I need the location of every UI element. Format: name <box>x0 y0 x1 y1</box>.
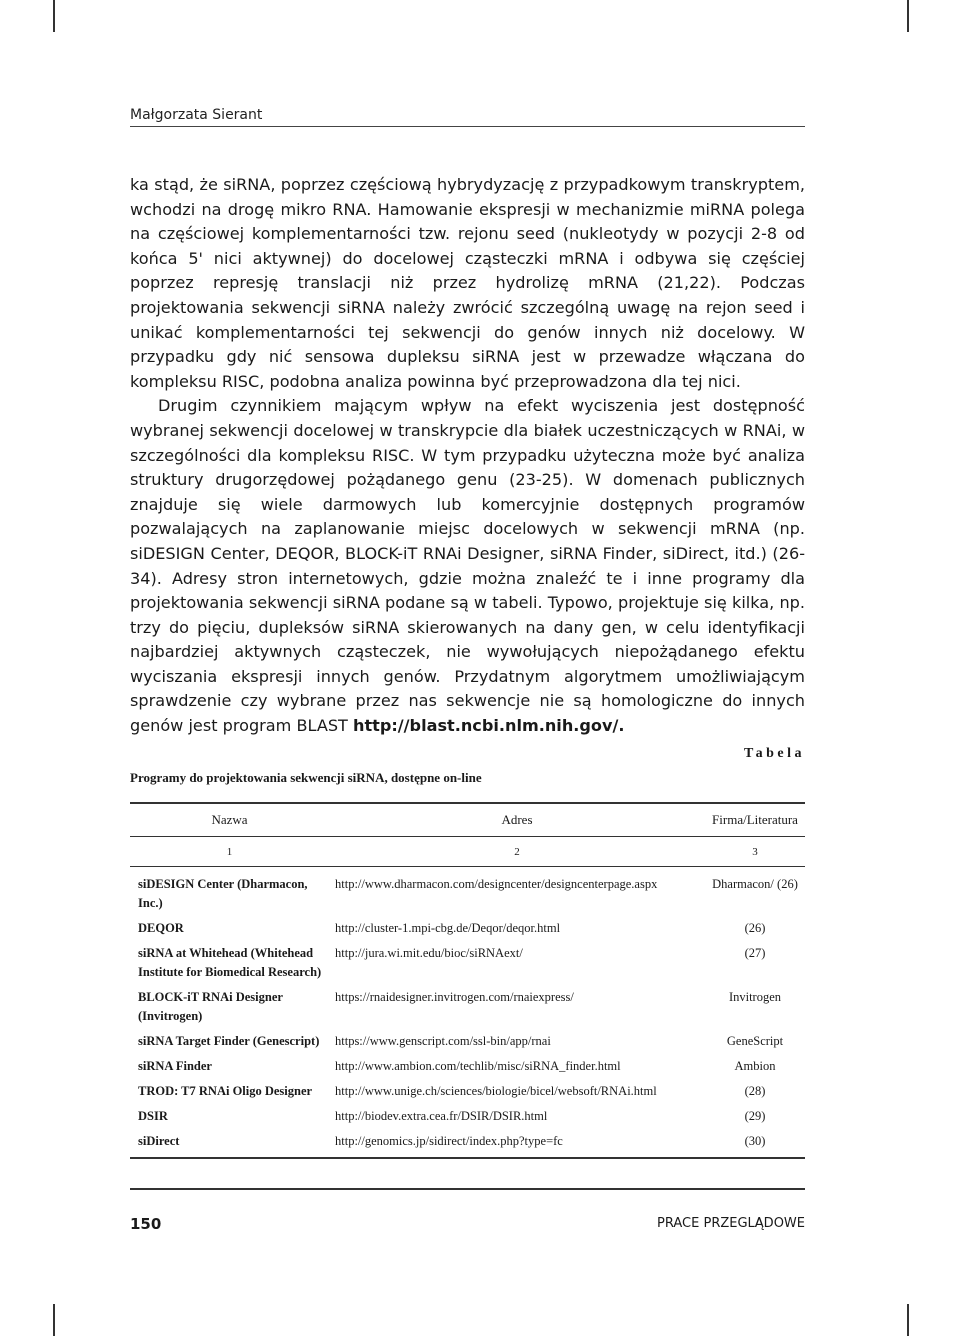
table-row <box>130 1128 805 1158</box>
program-name: siRNA Target Finder (Genescript) <box>138 1034 320 1048</box>
program-firm: (30) <box>705 1128 805 1158</box>
header-firma: Firma/Literatura <box>705 803 805 837</box>
table-label: Tabela <box>744 746 805 761</box>
table-row <box>130 867 805 916</box>
program-firm: Dharmacon/ (26) <box>712 877 798 891</box>
paragraph-2 <box>130 394 805 738</box>
program-address[interactable]: http://biodev.extra.cea.fr/DSIR/DSIR.html <box>335 1109 548 1123</box>
running-header-author: Małgorzata Sierant <box>130 107 263 123</box>
program-address[interactable]: http://www.dharmacon.com/designcenter/designcenterpage.aspx <box>335 877 658 891</box>
table-row <box>130 915 805 940</box>
col-number: 3 <box>705 837 805 867</box>
program-address[interactable]: http://genomics.jp/sidirect/index.php?type=fc <box>329 1128 705 1158</box>
section-title: PRACE PRZEGLĄDOWE <box>657 1216 805 1231</box>
body-text <box>130 173 805 739</box>
page-number: 150 <box>130 1215 162 1233</box>
program-name: siRNA Finder <box>138 1059 212 1073</box>
paragraph-2-text: Drugim czynnikiem mającym wpływ na efekt wyciszenia jest dostępność wybranej sekwencji docelowej w transkrypcie dla białek uczestniczących w RNAi, w szczególności dla kompleksu RISC. W tym przypadku użyteczna może być analiza struktury drugorzędowej pożądanego genu (23-25). W domenach publicznych znajduje się wiele darmowych lub komercyjnie dostępnych programów pozwalających na zaplanowanie miejsc docelowych w sekwencji mRNA (np. siDESIGN Center, DEQOR, BLOCK-iT RNAi Designer, siRNA Finder, siDirect, itd.) (26-34). Adresy stron internetowych, gdzie można znaleźć te i inne programy dla projektowania sekwencji siRNA podane są w tabeli. Typowo, projektuje się kilka, np. trzy do pięciu, dupleksów siRNA skierowanych na dany gen, w celu identyfikacji najbardziej aktywnych cząsteczek, nie wywołujących niepożądanego efektu wyciszania ekspresji innych genów. Przydatnym algorytmem umożliwiającym sprawdzenie czy wybrane przez nas sekwencje nie są homologiczne do innych genów jest program BLAST <box>130 396 805 736</box>
program-name: siDESIGN Center (Dharmacon, Inc.) <box>138 877 308 910</box>
table-row <box>130 940 805 984</box>
header-nazwa: Nazwa <box>130 803 329 837</box>
col-number: 2 <box>329 837 705 867</box>
program-firm: Ambion <box>734 1059 776 1073</box>
program-name: BLOCK-iT RNAi Designer (Invitrogen) <box>138 990 283 1023</box>
programs-table <box>130 802 805 1159</box>
program-firm: (27) <box>744 946 766 960</box>
program-firm: GeneScript <box>726 1034 784 1048</box>
program-address[interactable]: http://jura.wi.mit.edu/bioc/siRNAext/ <box>335 946 523 960</box>
program-name: TROD: T7 RNAi Oligo Designer <box>138 1084 313 1098</box>
table-row <box>130 984 805 1028</box>
footer-rule <box>130 1188 805 1190</box>
program-address[interactable]: https://rnaidesigner.invitrogen.com/rnaiexpress/ <box>335 990 574 1004</box>
table-row <box>130 1103 805 1128</box>
program-name: DSIR <box>138 1109 168 1123</box>
program-address[interactable]: https://www.genscript.com/ssl-bin/app/rnai <box>335 1034 551 1048</box>
crop-mark <box>53 1304 55 1336</box>
paragraph-1: ka stąd, że siRNA, poprzez częściową hybrydyzację z przypadkowym transkryptem, wchodzi na drogę mikro RNA. Hamowanie ekspresji w mechanizmie miRNA polega na częściowej komplementarności tzw. rejonu seed (nukleotydy w pozycji 2-8 od końca 5' nici aktywnej) do docelowej cząsteczki mRNA i odbywa się częściej poprzez represję translacji niż przez hydrolizę mRNA (21,22). Podczas projektowania sekwencji siRNA należy zwrócić szczególną uwagę na rejon seed i unikać komplementarności tej sekwencji do genów innych niż docelowy. W przypadku gdy nić sensowa dupleksu siRNA jest w przewadze włączana do kompleksu RISC, podobna analiza powinna być przeprowadzona dla tej nici. <box>130 175 805 391</box>
header-adres: Adres <box>329 803 705 837</box>
col-number: 1 <box>130 837 329 867</box>
program-firm: Invitrogen <box>728 990 782 1004</box>
table-row <box>130 1078 805 1103</box>
crop-mark <box>907 0 909 32</box>
crop-mark <box>907 1304 909 1336</box>
program-address[interactable]: http://cluster-1.mpi-cbg.de/Deqor/deqor.html <box>335 921 561 935</box>
program-name: siDirect <box>130 1128 329 1158</box>
column-number-row <box>130 837 805 867</box>
program-firm: (26) <box>744 921 766 935</box>
program-address[interactable]: http://www.ambion.com/techlib/misc/siRNA_finder.html <box>335 1059 621 1073</box>
blast-url-link[interactable]: http://blast.ncbi.nlm.nih.gov/. <box>353 716 625 736</box>
table-header-row <box>130 803 805 837</box>
program-name: siRNA at Whitehead (Whitehead Institute for Biomedical Research) <box>138 946 322 979</box>
table-row <box>130 1028 805 1053</box>
header-rule <box>130 126 805 127</box>
table-row <box>130 1053 805 1078</box>
table-title: Programy do projektowania sekwencji siRNA, dostępne on-line <box>130 770 482 785</box>
crop-mark <box>53 0 55 32</box>
program-firm: (28) <box>744 1084 766 1098</box>
program-address[interactable]: http://www.unige.ch/sciences/biologie/bicel/websoft/RNAi.html <box>335 1084 657 1098</box>
program-firm: (29) <box>744 1109 766 1123</box>
program-name: DEQOR <box>138 921 184 935</box>
